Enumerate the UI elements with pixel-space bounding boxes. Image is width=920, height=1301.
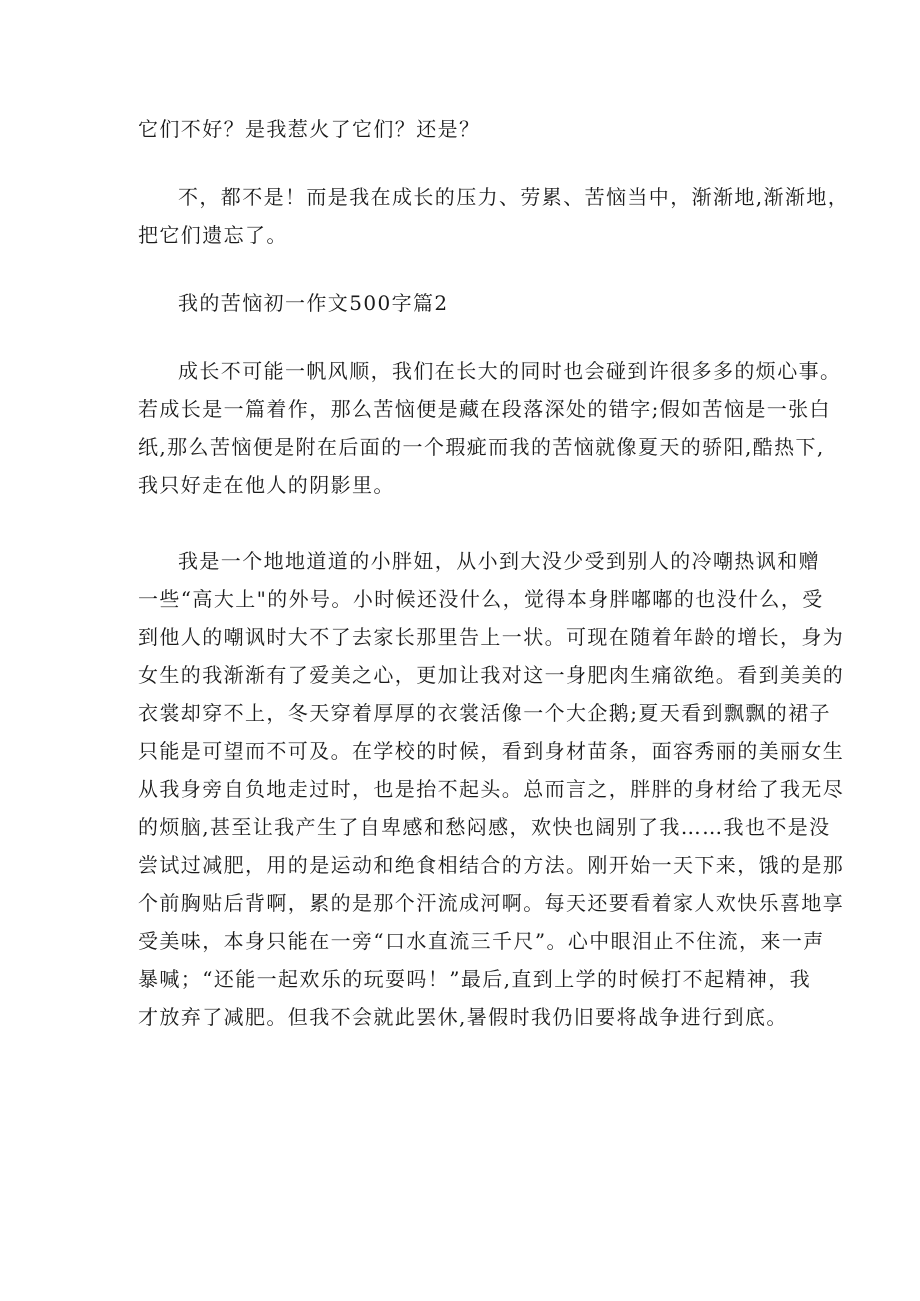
paragraph-4 [138,542,845,1036]
paragraph-3 [138,352,842,504]
text-line: 纸,那么苦恼便是附在后面的一个瑕疵而我的苦恼就像夏天的骄阳,酷热下, [138,435,825,459]
text-line: 我是一个地地道道的小胖妞，从小到大没少受到别人的冷嘲热讽和赠 [178,549,820,573]
document-page [138,110,850,1036]
text-line: 把它们遗忘了。 [138,223,288,247]
text-line: 不，都不是！而是我在成长的压力、劳累、苦恼当中，渐渐地,渐渐地， [178,185,850,209]
text-line: 一些“高大上"的外号。小时候还没什么，觉得本身胖嘟嘟的也没什么，受 [138,587,824,611]
text-line: 只能是可望而不可及。在学校的时候，看到身材苗条，面容秀丽的美丽女生 [138,739,845,763]
heading-text: 我的苦恼初一作文500字篇2 [178,291,449,315]
text-line: 女生的我渐渐有了爱美之心，更加让我对这一身肥肉生痛欲绝。看到美美的 [138,663,845,687]
text-line: 我只好走在他人的阴影里。 [138,473,395,497]
text-line: 暴喊；“还能一起欢乐的玩耍吗！”最后,直到上学的时候打不起精神，我 [138,967,812,991]
text-line: 受美味，本身只能在一旁“口水直流三千尺”。心中眼泪止不住流，来一声 [138,929,825,953]
text-line: 才放弃了减肥。但我不会就此罢休,暑假时我仍旧要将战争进行到底。 [138,1005,788,1029]
text-line: 到他人的嘲讽时大不了去家长那里告上一状。可现在随着年龄的增长，身为 [138,625,845,649]
text-line: 它们不好？是我惹火了它们？还是？ [138,117,481,141]
text-line: 的烦脑,甚至让我产生了自卑感和愁闷感，欢快也阔别了我……我也不是没 [138,815,831,839]
paragraph-2 [138,178,850,254]
paragraph-1 [138,110,798,148]
text-line: 衣裳却穿不上，冬天穿着厚厚的衣裳活像一个大企鹅;夏天看到飘飘的裙子 [138,701,831,725]
section-heading [138,284,798,322]
text-line: 从我身旁自负地走过时，也是抬不起头。总而言之，胖胖的身材给了我无尽 [138,777,845,801]
text-line: 尝试过减肥，用的是运动和绝食相结合的方法。刚开始一天下来，饿的是那 [138,853,845,877]
text-line: 若成长是一篇着作，那么苦恼便是藏在段落深处的错字;假如苦恼是一张白 [138,397,831,421]
text-line: 成长不可能一帆风顺，我们在长大的同时也会碰到许很多多的烦心事。 [178,359,842,383]
text-line: 个前胸贴后背啊，累的是那个汗流成河啊。每天还要看着家人欢快乐喜地享 [138,891,845,915]
